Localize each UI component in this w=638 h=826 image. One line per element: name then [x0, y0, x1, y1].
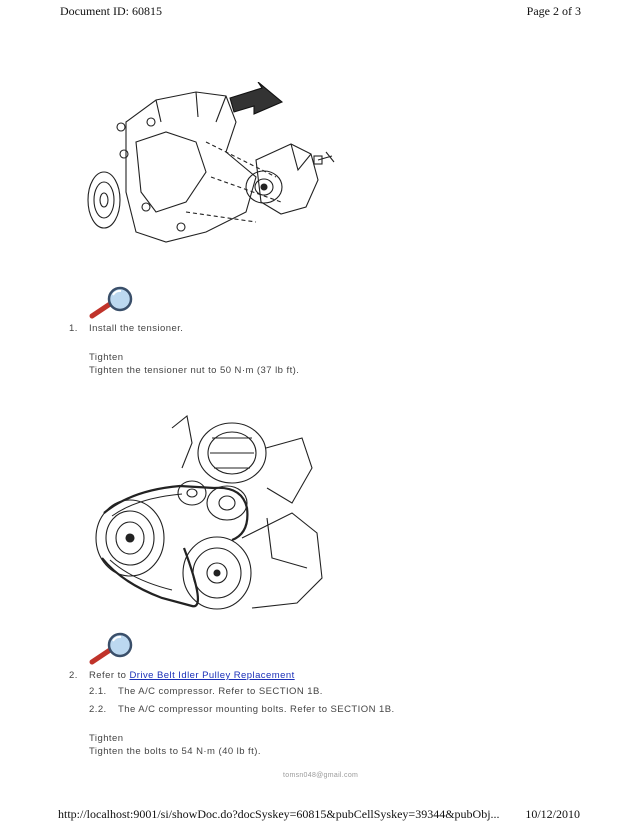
step-2-number: 2.: [69, 670, 78, 681]
step-1-number: 1.: [69, 323, 78, 334]
step-2-tighten-text: Tighten the bolts to 54 N·m (40 lb ft).: [89, 746, 261, 757]
page-number: Page 2 of 3: [526, 4, 581, 18]
substep-2-2-number: 2.2.: [89, 704, 107, 715]
footer-url: http://localhost:9001/si/showDoc.do?docSyskey=60815&pubCellSyskey=39344&pubObj...: [58, 807, 500, 821]
step-2-text: [89, 670, 295, 681]
footer-date: 10/12/2010: [525, 807, 580, 821]
magnifier-icon[interactable]: [88, 632, 136, 671]
step-1-tighten-label: Tighten: [89, 352, 124, 363]
watermark-email: tomsn048@gmail.com: [283, 772, 359, 779]
step-1-tighten-text: Tighten the tensioner nut to 50 N·m (37 lb ft).: [89, 365, 300, 376]
magnifier-icon[interactable]: [88, 286, 136, 325]
step-2-prefix: Refer to: [89, 670, 130, 681]
drive-belt-illustration: [92, 408, 332, 618]
step-1-text: Install the tensioner.: [89, 323, 184, 334]
substep-2-1-number: 2.1.: [89, 686, 107, 697]
substep-2-2-text: The A/C compressor mounting bolts. Refer to SECTION 1B.: [118, 704, 395, 715]
drive-belt-idler-pulley-link[interactable]: Drive Belt Idler Pulley Replacement: [129, 670, 295, 681]
document-id: Document ID: 60815: [60, 4, 162, 18]
step-2-tighten-label: Tighten: [89, 733, 124, 744]
substep-2-1-text: The A/C compressor. Refer to SECTION 1B.: [118, 686, 323, 697]
engine-tensioner-illustration: [86, 82, 346, 257]
